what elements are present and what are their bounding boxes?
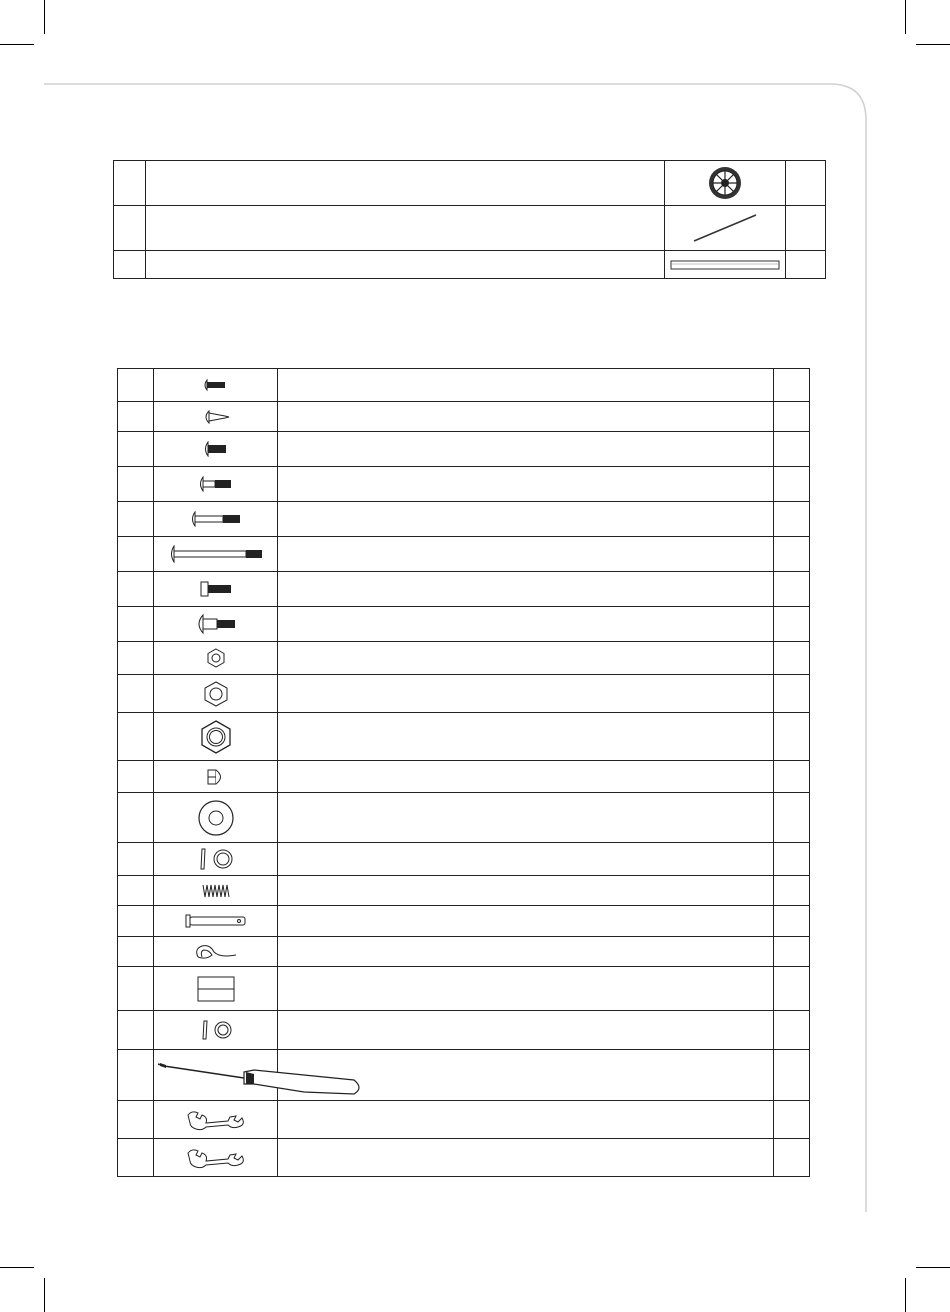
self-tapping-screw-icon <box>154 402 278 432</box>
part-description <box>278 402 774 432</box>
part-number <box>114 206 146 251</box>
part-description <box>278 937 774 967</box>
table-row <box>118 537 810 572</box>
part-description <box>146 251 665 279</box>
part-number <box>118 1011 154 1050</box>
part-quantity <box>774 793 810 843</box>
part-number <box>118 761 154 793</box>
part-quantity <box>774 761 810 793</box>
part-number <box>118 369 154 402</box>
part-quantity <box>774 1139 810 1177</box>
part-quantity <box>774 937 810 967</box>
part-quantity <box>774 642 810 675</box>
part-number <box>114 251 146 279</box>
table-row <box>118 369 810 402</box>
cap-nut-icon <box>154 761 278 793</box>
part-description <box>278 369 774 402</box>
part-quantity <box>774 906 810 937</box>
part-number <box>118 572 154 607</box>
part-number <box>118 467 154 502</box>
part-number <box>118 937 154 967</box>
part-number <box>118 607 154 642</box>
part-description <box>278 432 774 467</box>
wrench-icon <box>154 1139 278 1177</box>
part-number <box>118 537 154 572</box>
screwdriver-icon <box>154 1050 278 1101</box>
extra-long-bolt-icon <box>154 537 278 572</box>
part-description <box>278 876 774 906</box>
part-description <box>278 537 774 572</box>
part-quantity <box>774 713 810 761</box>
part-quantity <box>774 843 810 876</box>
parts-table <box>113 160 826 279</box>
part-description <box>278 1139 774 1177</box>
part-description <box>278 502 774 537</box>
part-description <box>278 607 774 642</box>
part-number <box>118 402 154 432</box>
part-number <box>118 967 154 1011</box>
part-description <box>146 206 665 251</box>
part-number <box>118 1101 154 1139</box>
table-row <box>118 572 810 607</box>
part-number <box>118 1139 154 1177</box>
hardware-table <box>117 368 810 1177</box>
wheel-icon <box>665 161 786 206</box>
shoulder-bolt-icon <box>154 607 278 642</box>
flat-washer-icon <box>154 793 278 843</box>
spring-icon <box>154 876 278 906</box>
table-row <box>118 402 810 432</box>
bushing-icon <box>154 967 278 1011</box>
table-row <box>118 793 810 843</box>
part-description <box>278 642 774 675</box>
part-number <box>118 906 154 937</box>
part-number <box>118 713 154 761</box>
spring-washer-icon <box>154 843 278 876</box>
part-number <box>118 843 154 876</box>
part-description <box>278 713 774 761</box>
part-quantity <box>774 369 810 402</box>
small-spring-washer-icon <box>154 1011 278 1050</box>
part-description <box>278 1011 774 1050</box>
part-number <box>118 793 154 843</box>
table-row <box>118 761 810 793</box>
long-bolt-icon <box>154 502 278 537</box>
part-quantity <box>774 876 810 906</box>
part-quantity <box>774 675 810 713</box>
bolt-icon <box>154 432 278 467</box>
part-number <box>114 161 146 206</box>
table-row <box>118 843 810 876</box>
table-row <box>114 251 826 279</box>
table-row <box>118 607 810 642</box>
part-description <box>278 967 774 1011</box>
table-row <box>118 502 810 537</box>
table-row <box>118 467 810 502</box>
table-row <box>114 161 826 206</box>
part-description <box>278 467 774 502</box>
wrench-icon <box>154 1101 278 1139</box>
part-description <box>278 572 774 607</box>
axle-rod-icon <box>665 206 786 251</box>
table-row <box>118 937 810 967</box>
part-description <box>278 1101 774 1139</box>
table-row <box>118 432 810 467</box>
part-description <box>278 843 774 876</box>
part-quantity <box>774 537 810 572</box>
part-quantity <box>774 607 810 642</box>
part-quantity <box>786 161 826 206</box>
table-row <box>118 675 810 713</box>
table-row <box>118 906 810 937</box>
part-quantity <box>774 432 810 467</box>
part-quantity <box>774 402 810 432</box>
table-row <box>118 967 810 1011</box>
table-row <box>118 876 810 906</box>
large-hex-nut-icon <box>154 713 278 761</box>
rail-bar-icon <box>665 251 786 279</box>
part-description <box>146 161 665 206</box>
part-number <box>118 432 154 467</box>
part-description <box>278 906 774 937</box>
part-description <box>278 761 774 793</box>
part-quantity <box>786 206 826 251</box>
part-quantity <box>774 1011 810 1050</box>
table-row <box>118 642 810 675</box>
part-quantity <box>774 1101 810 1139</box>
part-description <box>278 675 774 713</box>
hex-nut-icon <box>154 675 278 713</box>
part-quantity <box>786 251 826 279</box>
table-row <box>118 1050 810 1101</box>
part-quantity <box>774 1050 810 1101</box>
part-quantity <box>774 467 810 502</box>
part-quantity <box>774 572 810 607</box>
table-row <box>118 1011 810 1050</box>
part-number <box>118 502 154 537</box>
part-number <box>118 876 154 906</box>
part-description <box>278 793 774 843</box>
clevis-pin-icon <box>154 906 278 937</box>
short-bolt-icon <box>154 369 278 402</box>
small-hex-nut-icon <box>154 642 278 675</box>
medium-bolt-icon <box>154 467 278 502</box>
table-row <box>114 206 826 251</box>
part-quantity <box>774 502 810 537</box>
part-number <box>118 675 154 713</box>
r-clip-icon <box>154 937 278 967</box>
table-row <box>118 1101 810 1139</box>
hex-head-bolt-icon <box>154 572 278 607</box>
part-quantity <box>774 967 810 1011</box>
table-row <box>118 1139 810 1177</box>
part-number <box>118 642 154 675</box>
table-row <box>118 713 810 761</box>
part-number <box>118 1050 154 1101</box>
